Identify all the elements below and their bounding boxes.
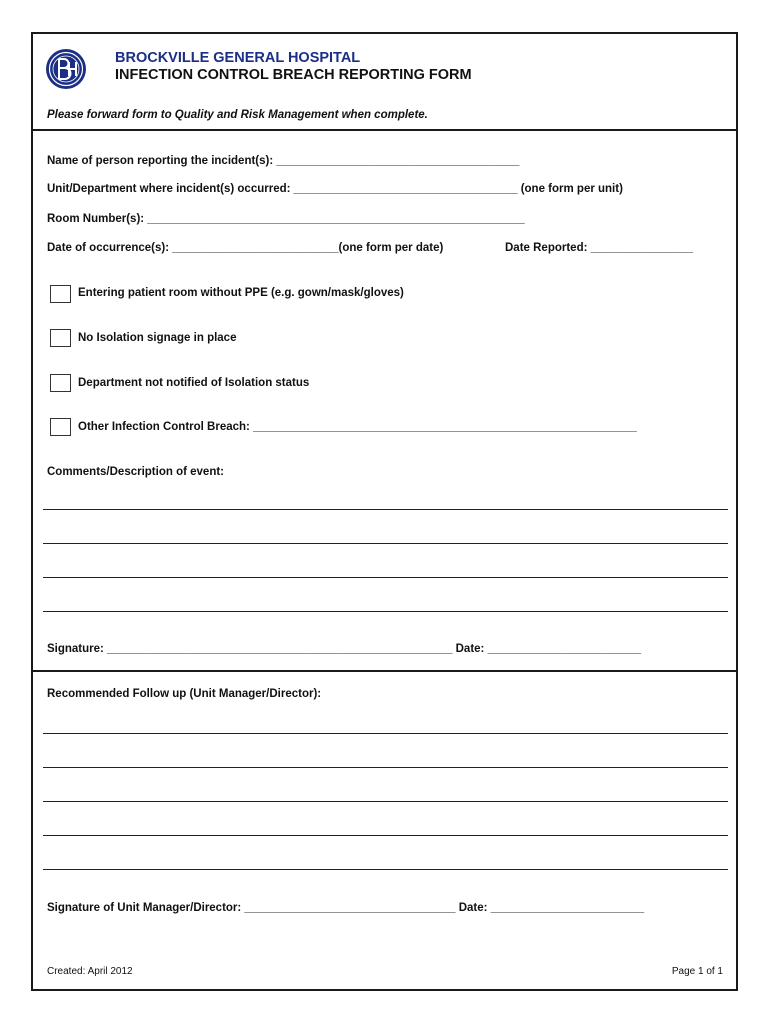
room-field[interactable]: Room Number(s): ___________________________________________________________ [47, 213, 525, 225]
comments-label: Comments/Description of event: [47, 466, 224, 478]
followup-line[interactable] [43, 835, 728, 836]
followup-line[interactable] [43, 733, 728, 734]
followup-line[interactable] [43, 869, 728, 870]
created-date: Created: April 2012 [47, 966, 133, 977]
form-frame [31, 32, 738, 991]
manager-signature-field[interactable]: Signature of Unit Manager/Director: _________________________________ Date: ________________________ [47, 902, 645, 914]
followup-line[interactable] [43, 801, 728, 802]
hospital-name: BROCKVILLE GENERAL HOSPITAL [115, 50, 361, 66]
followup-line[interactable] [43, 767, 728, 768]
ppe-label: Entering patient room without PPE (e.g. gown/mask/gloves) [78, 287, 404, 299]
other-field[interactable]: Other Infection Control Breach: ____________________________________________________________ [78, 421, 637, 433]
instruction-text: Please forward form to Quality and Risk Management when complete. [47, 109, 428, 121]
page-number: Page 1 of 1 [671, 966, 723, 977]
comment-line[interactable] [43, 577, 728, 578]
reported-date-field[interactable]: Date Reported: ________________ [505, 242, 693, 254]
signage-label: No Isolation signage in place [78, 332, 237, 344]
followup-label: Recommended Follow up (Unit Manager/Director): [47, 688, 322, 700]
notified-checkbox[interactable] [50, 374, 71, 392]
ppe-checkbox[interactable] [50, 285, 71, 303]
signature-field[interactable]: Signature: ______________________________________________________ Date: ________________________ [47, 643, 642, 655]
comment-line[interactable] [43, 509, 728, 510]
other-checkbox[interactable] [50, 418, 71, 436]
hospital-logo [45, 48, 87, 90]
signage-checkbox[interactable] [50, 329, 71, 347]
comment-line[interactable] [43, 543, 728, 544]
form-title: INFECTION CONTROL BREACH REPORTING FORM [115, 67, 472, 83]
comment-line[interactable] [43, 611, 728, 612]
unit-field[interactable]: Unit/Department where incident(s) occurred: ___________________________________ (one form per unit) [47, 183, 623, 195]
divider [33, 670, 736, 672]
occurrence-date-field[interactable]: Date of occurrence(s): __________________________(one form per date) [47, 242, 444, 254]
notified-label: Department not notified of Isolation status [78, 377, 310, 389]
reporter-field[interactable]: Name of person reporting the incident(s): ______________________________________ [47, 155, 520, 167]
divider [33, 129, 736, 131]
